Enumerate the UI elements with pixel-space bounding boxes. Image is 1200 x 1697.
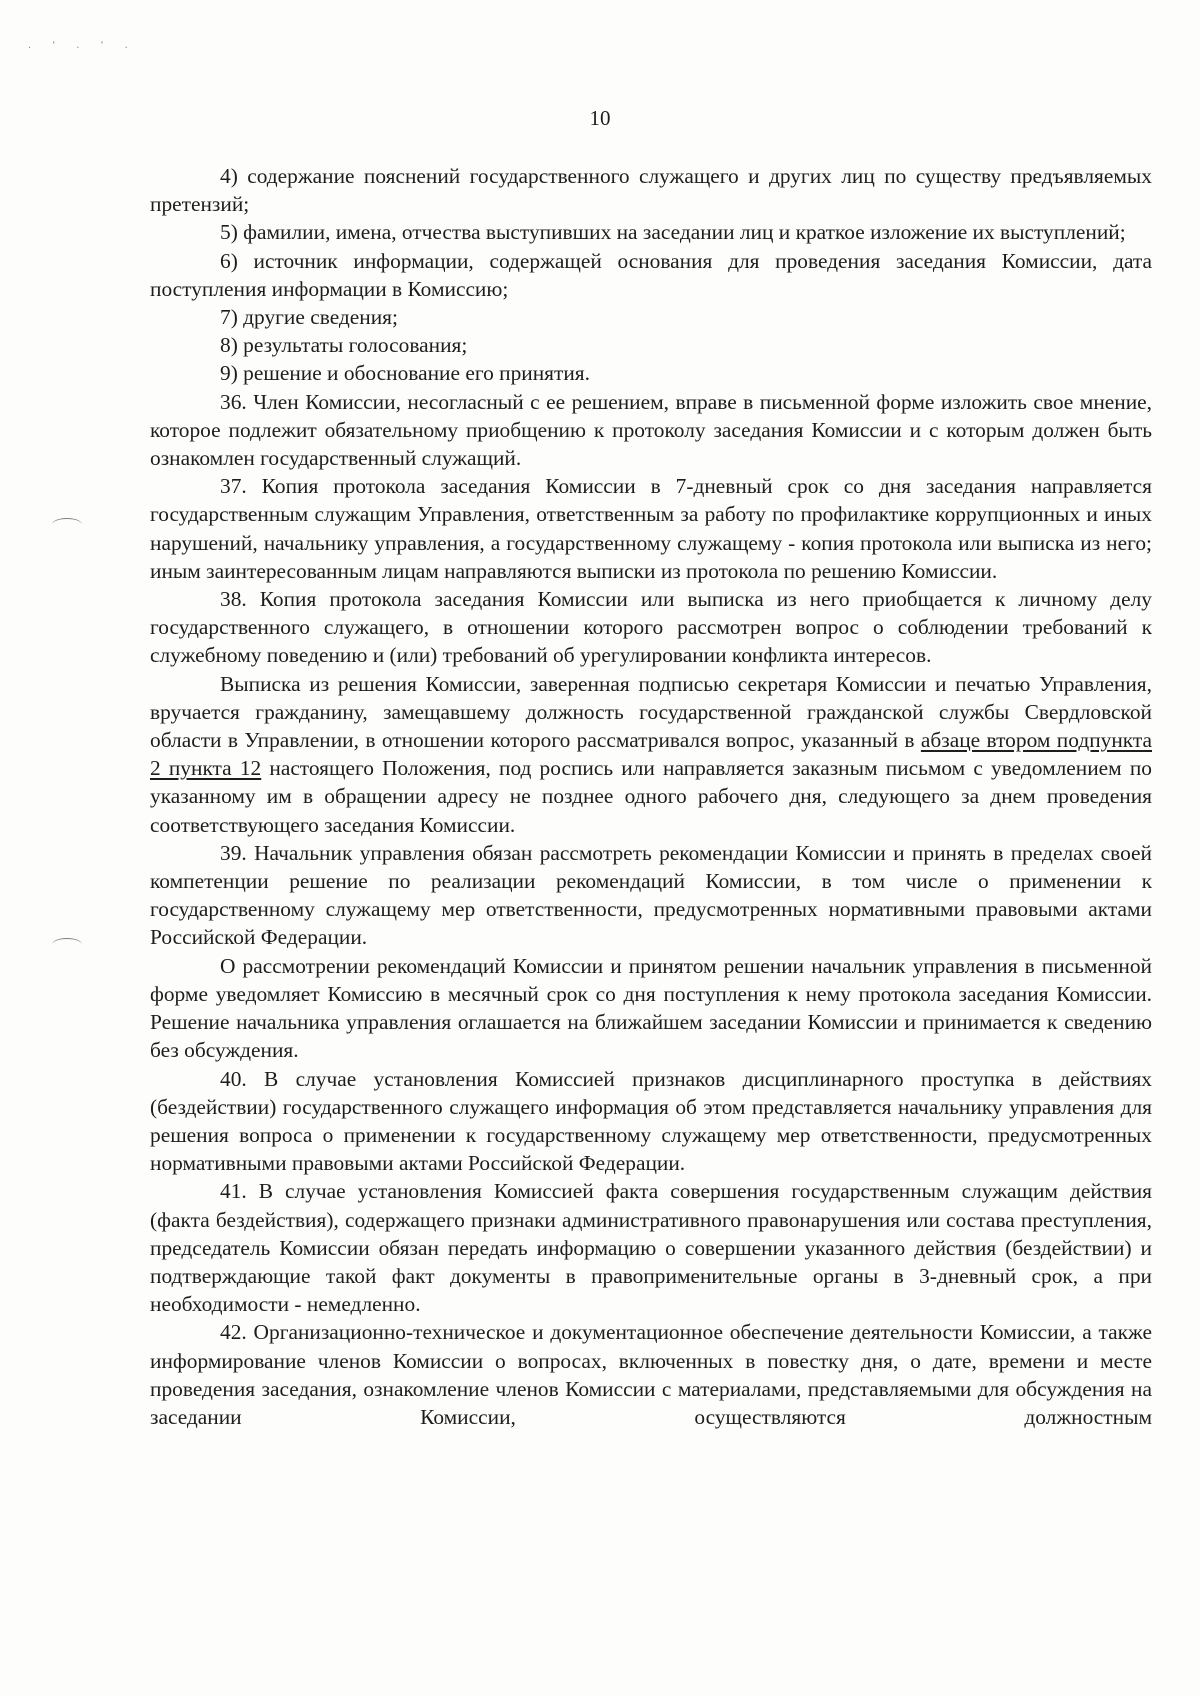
clause-39: 39. Начальник управления обязан рассмотреть рекомендации Комиссии и принять в пределах своей компетенции решение по реализации рекомендаций Комиссии, в том числе о применении к государственному служащему мер ответственности, предусмотренных нормативными правовыми актами Российской Федерации.	[150, 840, 1152, 950]
clause-37: 37. Копия протокола заседания Комиссии в 7-дневный срок со дня заседания направляется государственным служащим Управления, ответственным за работу по профилактике коррупционных и иных нарушений, начальнику управления, а государственному служащему - копия протокола или выписка из него; иным заинтересованным лицам направляются выписки из протокола по решению Комиссии.	[150, 474, 1152, 583]
reference-link[interactable]: абзаце втором подпункта 2 пункта 12	[150, 728, 1153, 781]
list-item-6: 6) источник информации, содержащей основания для проведения заседания Комиссии, дата поступления информации в Комиссию;	[150, 248, 1152, 301]
clause-39-notification-paragraph: О рассмотрении рекомендаций Комиссии и принятом решении начальник управления в письменной форме уведомляет Комиссию в месячный срок со дня поступления к нему протокола заседания Комиссии. Решение начальника управления оглашается на ближайшем заседании Комиссии и принимается к сведению без обсуждения.	[150, 953, 1152, 1063]
page-number: 10	[589, 106, 611, 130]
clause-41: 41. В случае установления Комиссией факта совершения государственным служащим действия (факта бездействия), содержащего признаки административного правонарушения или состава преступления, председатель Комиссии обязан передать информацию о совершении указанного действия (бездействии) и подтверждающие такой факт документы в правоприменительные органы в 3-дневный срок, а при необходимости - немедленно.	[150, 1179, 1152, 1317]
scan-artifact-dots: . ' . ' .	[28, 40, 137, 51]
clause-38-extract-paragraph	[150, 670, 1152, 839]
clause-38: 38. Копия протокола заседания Комиссии или выписка из него приобщается к личному делу государственного служащего, в отношении которого рассмотрен вопрос о соблюдении требований к служебному поведению и (или) требований об урегулировании конфликта интересов.	[150, 587, 1152, 668]
clause-36: 36. Член Комиссии, несогласный с ее решением, вправе в письменной форме изложить свое мнение, которое подлежит обязательному приобщению к протоколу заседания Комиссии и с которым должен быть ознакомлен государственный служащий.	[150, 389, 1152, 471]
list-item-9: 9) решение и обоснование его принятия.	[220, 361, 590, 386]
clause-40: 40. В случае установления Комиссией признаков дисциплинарного проступка в действиях (бездействии) государственного служащего информация об этом представляется начальнику управления для решения вопроса о применении к государственному служащему мер ответственности, предусмотренных нормативными правовыми актами Российской Федерации.	[150, 1066, 1152, 1176]
clause-38-text-before-link: Выписка из решения Комиссии, заверенная подписью секретаря Комиссии и печатью Управления, вручается гражданину, замещавшему должность государственной гражданской службы Свердловской области в Управлении, в отношении которого рассматривался вопрос, указанный в	[150, 671, 1152, 753]
scan-artifact-mark	[52, 518, 82, 531]
clause-38-text-after-link: настоящего Положения, под роспись или направляется заказным письмом с уведомлением по указанному им в обращении адресу не позднее одного рабочего дня, следующего за днем проведения соответствующего заседания Комиссии.	[150, 756, 1152, 837]
clause-42: 42. Организационно-техническое и документационное обеспечение деятельности Комиссии, а также информирование членов Комиссии о вопросах, включенных в повестку дня, о дате, времени и месте проведения заседания, ознакомление членов Комиссии с материалами, представляемыми для обсуждения на заседании Комиссии, осуществляются должностным	[150, 1320, 1152, 1429]
scan-artifact-mark	[52, 938, 82, 951]
list-item-8: 8) результаты голосования;	[220, 333, 468, 358]
list-item-7: 7) другие сведения;	[220, 305, 398, 330]
list-item-4: 4) содержание пояснений государственного служащего и других лиц по существу предъявляемых претензий;	[150, 164, 1152, 217]
list-item-5: 5) фамилии, имена, отчества выступивших на заседании лиц и краткое изложение их выступлений;	[220, 220, 1126, 245]
document-body	[150, 162, 1152, 1431]
